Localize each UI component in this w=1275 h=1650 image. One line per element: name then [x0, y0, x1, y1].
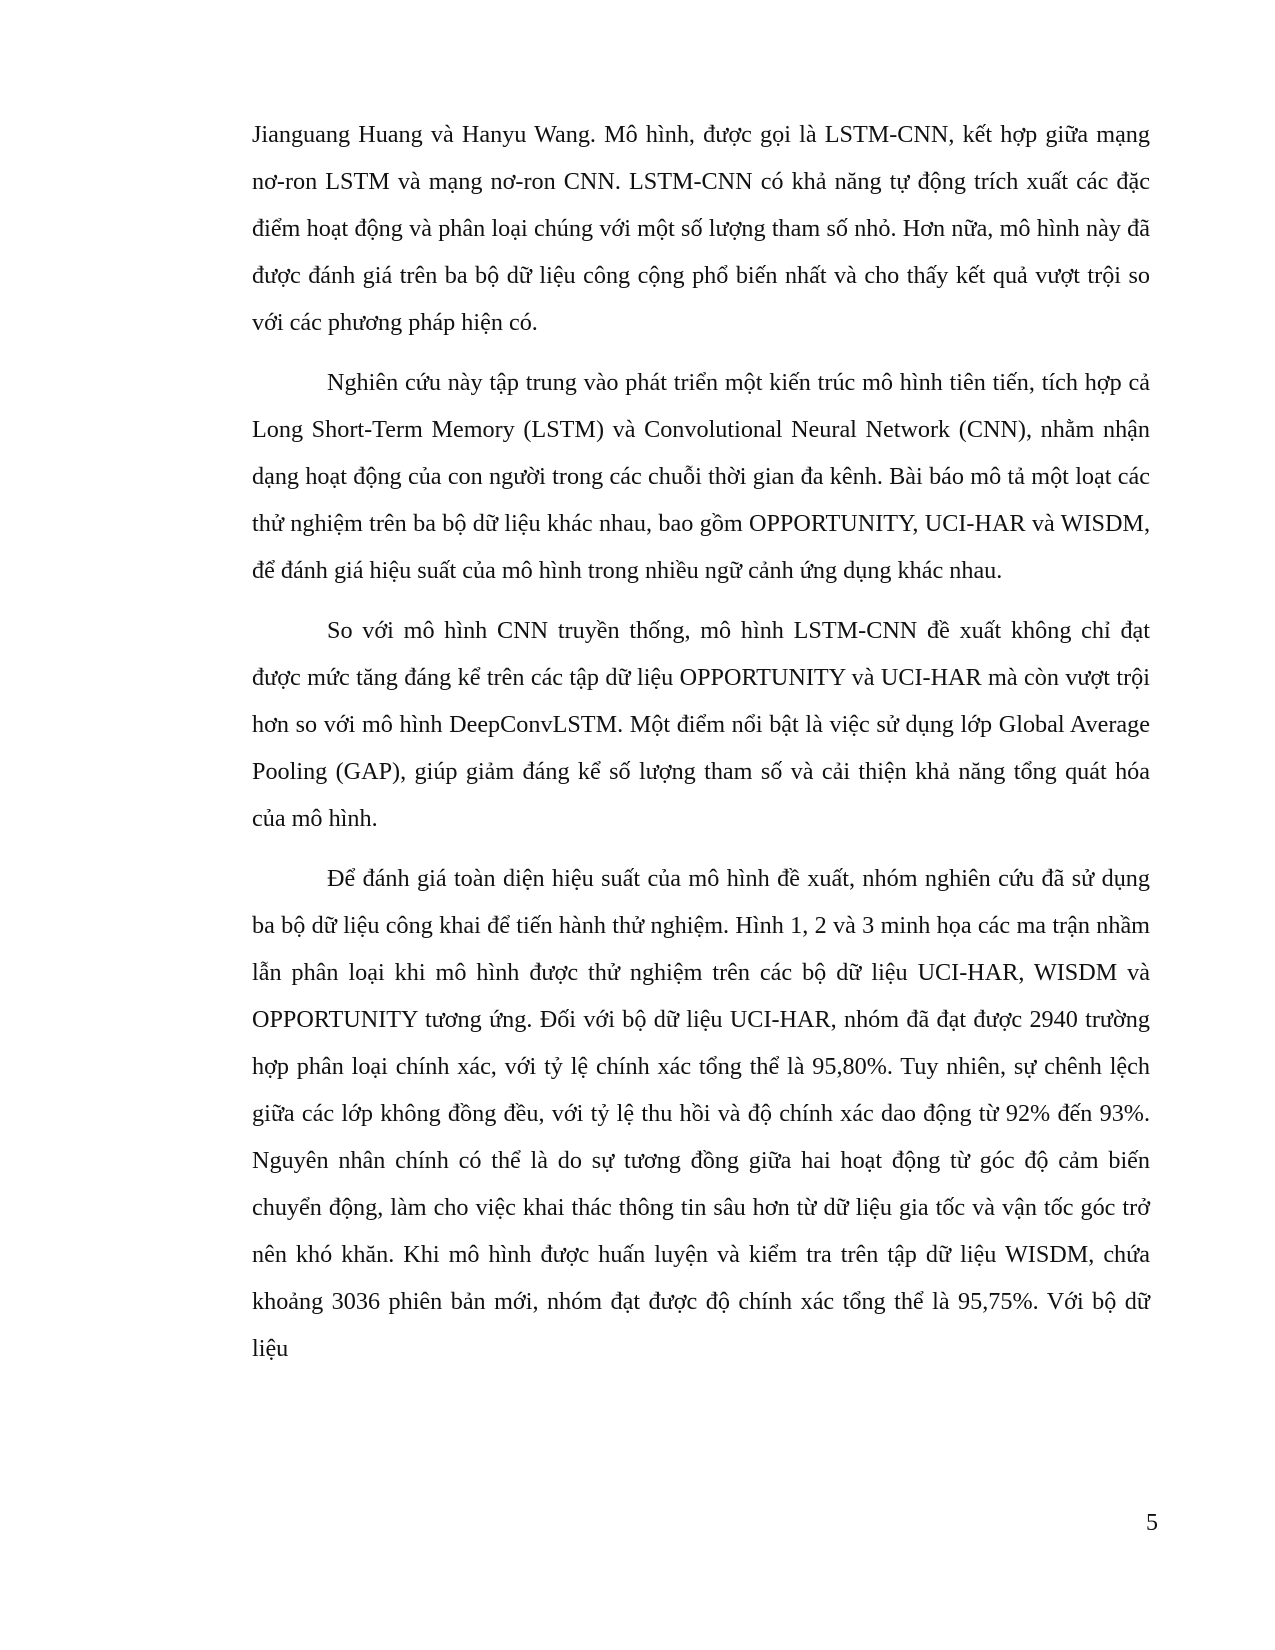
paragraph-evaluation-results: Để đánh giá toàn diện hiệu suất của mô hình đề xuất, nhóm nghiên cứu đã sử dụng ba bộ dữ liệu công khai để tiến hành thử nghiệm. Hình 1, 2 và 3 minh họa các ma trận nhầm lẫn phân loại khi mô hình được thử nghiệm trên các bộ dữ liệu UCI-HAR, WISDM và OPPORTUNITY tương ứng. Đối với bộ dữ liệu UCI-HAR, nhóm đã đạt được 2940 trường hợp phân loại chính xác, với tỷ lệ chính xác tổng thể là 95,80%. Tuy nhiên, sự chênh lệch giữa các lớp không đồng đều, với tỷ lệ thu hồi và độ chính xác dao động từ 92% đến 93%. Nguyên nhân chính có thể là do sự tương đồng giữa hai hoạt động từ góc độ cảm biến chuyển động, làm cho việc khai thác thông tin sâu hơn từ dữ liệu gia tốc và vận tốc góc trở nên khó khăn. Khi mô hình được huấn luyện và kiểm tra trên tập dữ liệu WISDM, chứa khoảng 3036 phiên bản mới, nhóm đạt được độ chính xác tổng thể là 95,75%. Với bộ dữ liệu — [252, 865, 1150, 1362]
page-number: 5 — [1146, 1510, 1158, 1536]
paragraph-comparison-cnn: So với mô hình CNN truyền thống, mô hình LSTM-CNN đề xuất không chỉ đạt được mức tăng đáng kể trên các tập dữ liệu OPPORTUNITY và UCI-HAR mà còn vượt trội hơn so với mô hình DeepConvLSTM. Một điểm nổi bật là việc sử dụng lớp Global Average Pooling (GAP), giúp giảm đáng kể số lượng tham số và cải thiện khả năng tổng quát hóa của mô hình. — [252, 617, 1150, 832]
paragraph-continuation: Jianguang Huang và Hanyu Wang. Mô hình, được gọi là LSTM-CNN, kết hợp giữa mạng nơ-ron LSTM và mạng nơ-ron CNN. LSTM-CNN có khả năng tự động trích xuất các đặc điểm hoạt động và phân loại chúng với một số lượng tham số nhỏ. Hơn nữa, mô hình này đã được đánh giá trên ba bộ dữ liệu công cộng phổ biến nhất và cho thấy kết quả vượt trội so với các phương pháp hiện có. — [252, 121, 1150, 336]
paragraph-lstm-cnn-architecture: Nghiên cứu này tập trung vào phát triển một kiến trúc mô hình tiên tiến, tích hợp cả Long Short-Term Memory (LSTM) và Convolutional Neural Network (CNN), nhằm nhận dạng hoạt động của con người trong các chuỗi thời gian đa kênh. Bài báo mô tả một loạt các thử nghiệm trên ba bộ dữ liệu khác nhau, bao gồm OPPORTUNITY, UCI-HAR và WISDM, để đánh giá hiệu suất của mô hình trong nhiều ngữ cảnh ứng dụng khác nhau. — [252, 369, 1150, 584]
body-text — [252, 111, 1150, 1385]
